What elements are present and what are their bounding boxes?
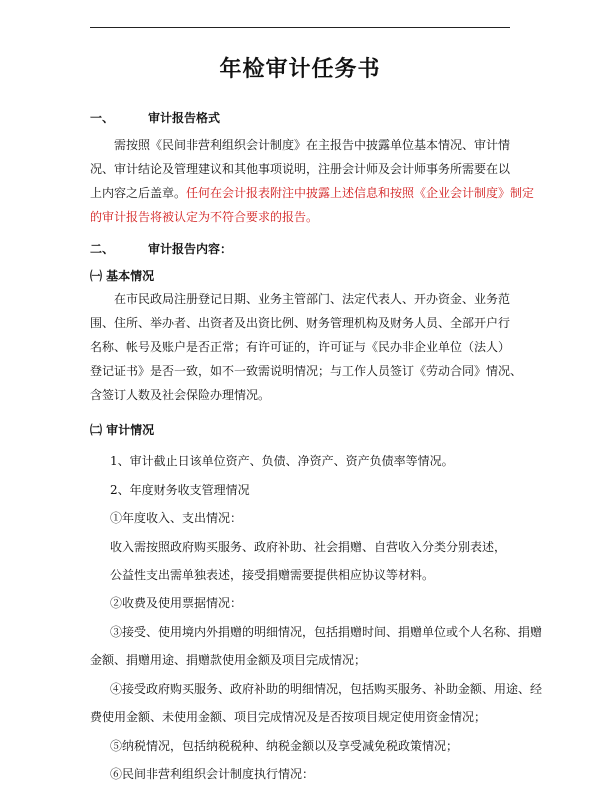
audit-item-gov-line-1: ④接受政府购买服务、政府补助的明细情况，包括购买服务、补助金额、用途、经 xyxy=(110,682,543,696)
audit-item-tax: ⑤纳税情况，包括纳税税种、纳税金额以及享受减免税政策情况； xyxy=(110,739,459,753)
sub1-para-line-2: 围、住所、举办者、出资者及出资比例、财务管理机构及财务人员、全部开户行 xyxy=(90,316,511,330)
section2-heading-row xyxy=(90,243,232,255)
sub1-para-line-1: 在市民政局注册登记日期、业务主管部门、法定代表人、开办资金、业务范 xyxy=(114,292,511,306)
top-rule xyxy=(90,27,510,28)
audit-item-expense-desc: 公益性支出需单独表述，接受捐赠需要提供相应协议等材料。 xyxy=(110,568,435,582)
audit-item-2: 2、年度财务收支管理情况 xyxy=(110,483,250,497)
audit-item-1: 1、审计截止日该单位资产、负债、净资产、资产负债率等情况。 xyxy=(110,454,454,468)
section2-number: 二、 xyxy=(90,242,115,256)
audit-item-donations-line-1: ③接受、使用境内外捐赠的明细情况，包括捐赠时间、捐赠单位或个人名称、捐赠 xyxy=(110,625,543,639)
section1-heading: 审计报告格式 xyxy=(148,111,221,125)
section1-number: 一、 xyxy=(90,111,115,125)
sub2-heading: ㈡ 审计情况 xyxy=(90,423,155,437)
sub1-heading: ㈠ 基本情况 xyxy=(90,269,155,283)
section1-para-line-2: 况、审计结论及管理建议和其他事项说明，注册会计师及会计师事务所需要在以 xyxy=(90,162,511,176)
audit-item-donations-line-2: 金额、捐赠用途、捐赠款使用金额及项目完成情况； xyxy=(90,653,367,667)
audit-item-gov-line-2: 费使用金额、未使用金额、项目完成情况及是否按项目规定使用资金情况； xyxy=(90,710,487,724)
audit-item-income-desc: 收入需按照政府购买服务、政府补助、社会捐赠、自营收入分类分别表述， xyxy=(110,540,507,554)
section1-heading-row xyxy=(90,112,220,124)
section1-para-warning-line-2: 的审计报告将被认定为不符合要求的报告。 xyxy=(90,210,319,224)
sub1-para-line-5: 含签订人数及社会保险办理情况。 xyxy=(90,388,271,402)
audit-item-accounting-system: ⑥民间非营利组织会计制度执行情况： xyxy=(110,767,315,781)
section2-heading: 审计报告内容： xyxy=(148,242,233,256)
document-title: 年检审计任务书 xyxy=(219,57,381,82)
section1-para-line-3 xyxy=(90,187,534,199)
sub1-para-line-3: 名称、帐号及账户是否正常；有许可证的，许可证与《民办非企业单位（法人） xyxy=(90,340,511,354)
section1-para-warning: 任何在会计报表附注中披露上述信息和按照《企业会计制度》制定 xyxy=(186,186,535,200)
sub1-para-line-4: 登记证书》是否一致，如不一致需说明情况；与工作人员签订《劳动合同》情况、 xyxy=(90,364,523,378)
audit-item-fees: ②收费及使用票据情况： xyxy=(110,596,243,610)
audit-item-annual-income: ①年度收入、支出情况： xyxy=(110,511,243,525)
section1-para-line-1: 需按照《民间非营利组织会计制度》在主报告中披露单位基本情况、审计情 xyxy=(114,138,511,152)
section1-para-normal: 上内容之后盖章。 xyxy=(90,186,187,200)
